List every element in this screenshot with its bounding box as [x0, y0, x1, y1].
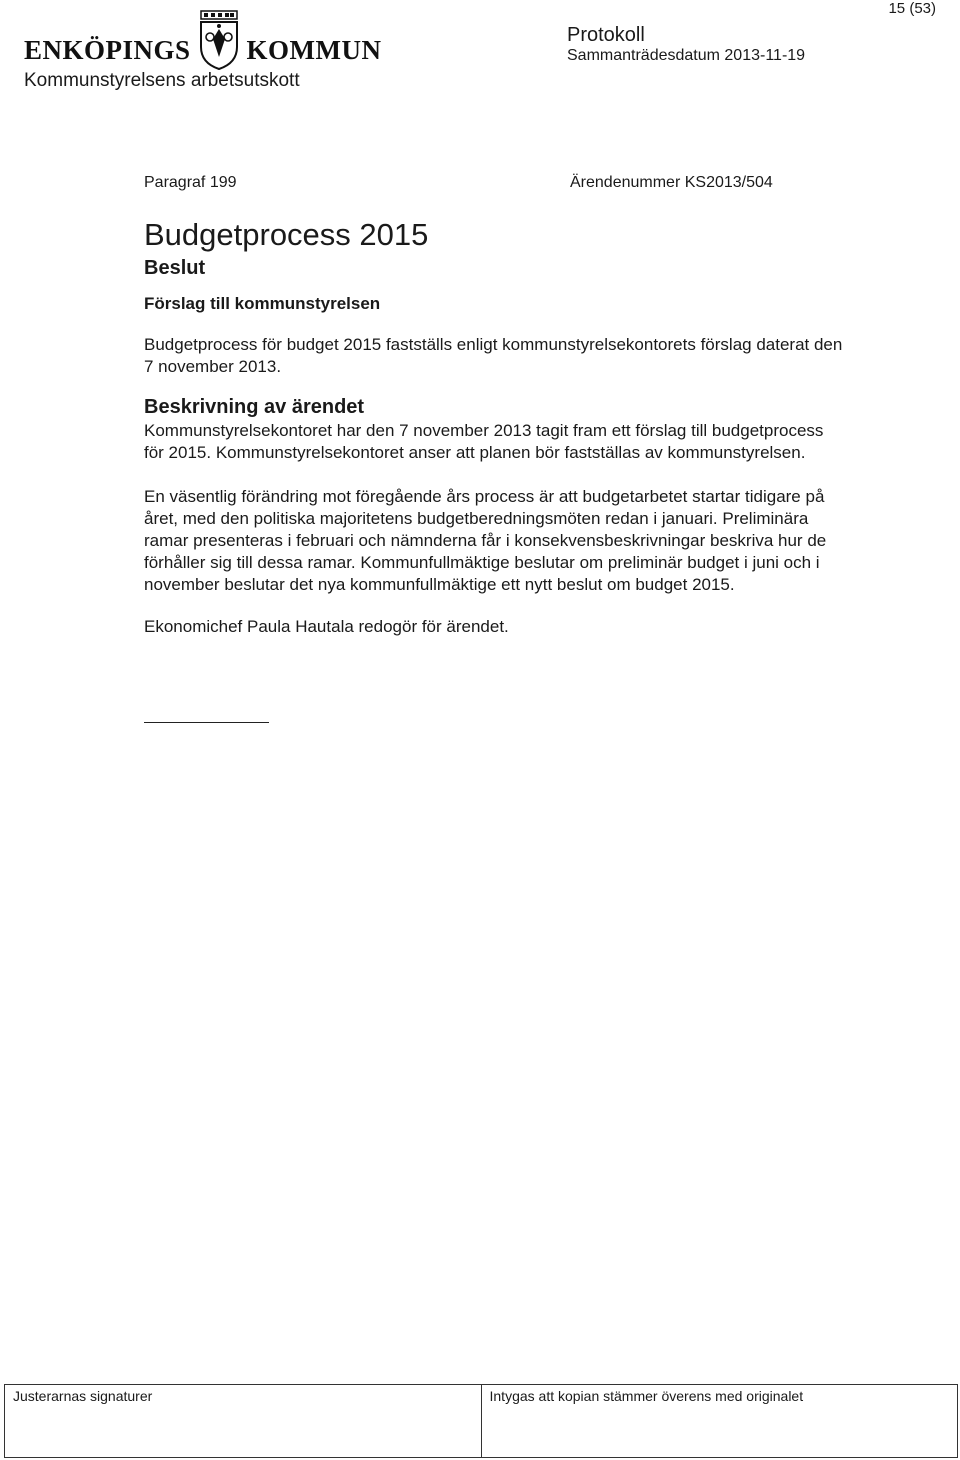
- certification-box: [481, 1385, 958, 1457]
- description-paragraph: En väsentlig förändring mot föregående års process är att budgetarbetet startar tidigare på året, med den politiska majoritetens budgetberedningsmöten redan i januari. Preliminära ramar presenteras i februari och nämnderna får i konsekvensbeskrivningar beskriva hur de förhåller sig till dessa ramar. Kommunfullmäktige beslutar om preliminär budget i juni och i november beslutar det nya kommunfullmäktige ett nytt beslut om budget 2015.: [144, 487, 827, 594]
- case-number: Ärendenummer KS2013/504: [570, 174, 773, 191]
- document-body: [144, 174, 844, 723]
- document-type: Protokoll: [567, 24, 645, 46]
- logo-word-left: ENKÖPINGS: [24, 34, 191, 65]
- description-paragraph: Kommunstyrelsekontoret har den 7 november 2013 tagit fram ett förslag till budgetprocess för 2015. Kommunstyrelsekontoret anser att planen bör fastställas av kommunstyrelsen.: [144, 421, 824, 462]
- page-title: Budgetprocess 2015: [144, 217, 429, 252]
- municipality-logo: [24, 30, 382, 70]
- coat-of-arms-icon: [197, 9, 241, 71]
- footnote-divider: [144, 722, 269, 723]
- committee-name: Kommunstyrelsens arbetsutskott: [24, 70, 300, 91]
- decision-text: Budgetprocess för budget 2015 fastställs enligt kommunstyrelsekontorets förslag daterat den 7 november 2013.: [144, 335, 843, 376]
- paragraph-number: Paragraf 199: [144, 174, 237, 191]
- signature-footer: [4, 1384, 958, 1458]
- meeting-date: Sammanträdesdatum 2013-11-19: [567, 47, 806, 64]
- signatures-box: [5, 1385, 481, 1457]
- decision-heading: Beslut: [144, 257, 206, 279]
- description-heading: Beskrivning av ärendet: [144, 396, 365, 418]
- certification-label: Intygas att kopian stämmer överens med originalet: [489, 1388, 804, 1404]
- page-number: 15 (53): [888, 0, 936, 17]
- signatures-label: Justerarnas signaturer: [13, 1388, 153, 1404]
- case-meta: [144, 174, 844, 196]
- decision-subheading: Förslag till kommunstyrelsen: [144, 294, 381, 313]
- description-paragraph: Ekonomichef Paula Hautala redogör för ärendet.: [144, 617, 509, 636]
- logo-word-right: KOMMUN: [246, 34, 382, 65]
